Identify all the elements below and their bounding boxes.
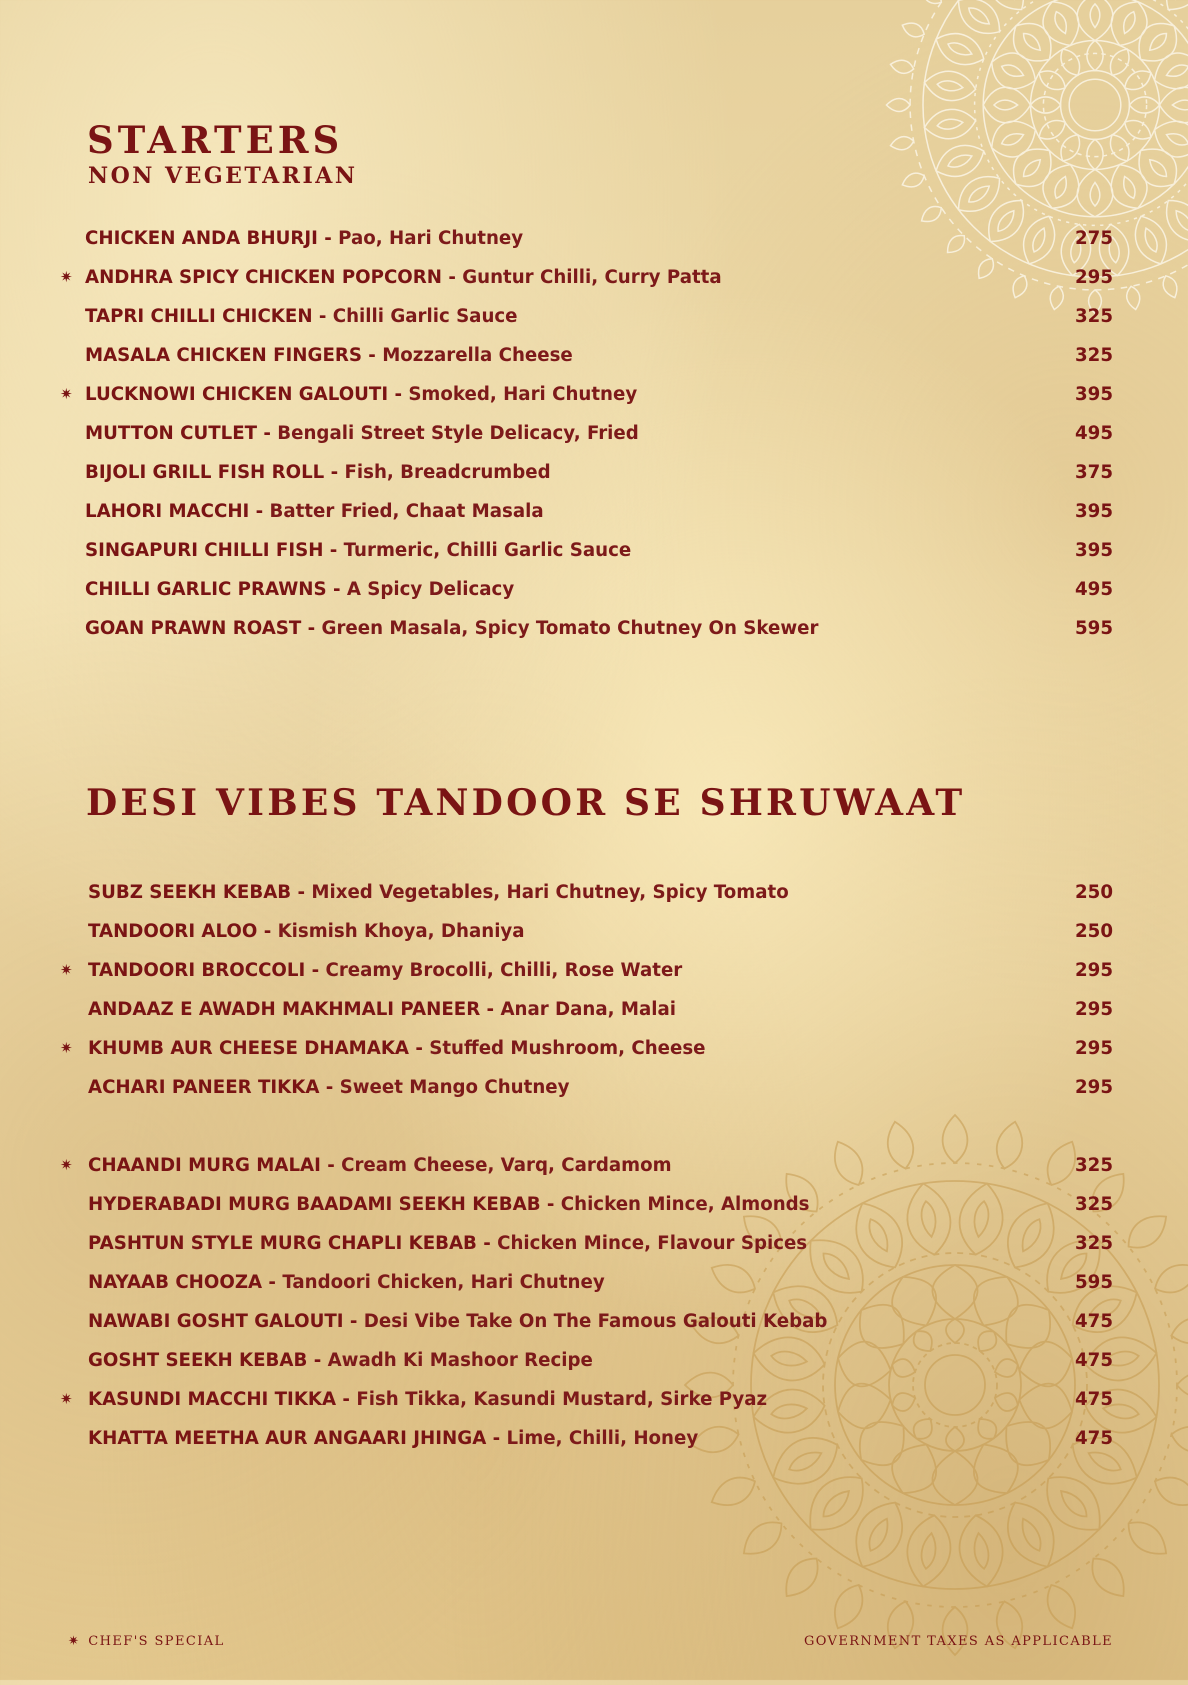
menu-item-price: 325 <box>1075 1185 1113 1224</box>
menu-item-description: Awadh Ki Mashoor Recipe <box>328 1350 593 1371</box>
mandala-petal <box>1056 45 1085 79</box>
menu-item-description: Tandoori Chicken, Hari Chutney <box>282 1272 604 1293</box>
menu-item <box>0 570 1188 609</box>
menu-item-price: 475 <box>1075 1419 1113 1458</box>
chef-special-star-icon: ✷ <box>60 1029 73 1068</box>
mandala-petal <box>1040 1580 1083 1634</box>
mandala-petal <box>1035 115 1069 144</box>
menu-item-text <box>88 1185 810 1224</box>
menu-item-text <box>85 570 514 609</box>
chef-special-star-icon: ✷ <box>60 258 73 297</box>
menu-item-separator: - <box>336 1389 356 1410</box>
menu-item-description: Stuffed Mushroom, Cheese <box>429 1038 705 1059</box>
menu-item-price: 325 <box>1075 1146 1113 1185</box>
menu-item-separator: - <box>249 501 269 522</box>
menu-item-text <box>85 414 639 453</box>
mandala-petal <box>1084 1551 1133 1604</box>
menu-item-separator: - <box>324 462 344 483</box>
menu-item-description: Fish Tikka, Kasundi Mustard, Sirke Pyaz <box>356 1389 767 1410</box>
mandala-petal <box>900 19 927 40</box>
menu-item <box>0 951 1188 990</box>
mandala-petal <box>1146 156 1170 180</box>
menu-item-text <box>88 990 676 1029</box>
menu-item <box>0 1263 1188 1302</box>
menu-item-price: 275 <box>1075 219 1113 258</box>
menu-item <box>0 1224 1188 1263</box>
mandala-petal <box>1056 131 1085 165</box>
menu-item <box>0 1302 1188 1341</box>
chef-special-star-icon: ✷ <box>60 375 73 414</box>
mandala-petal <box>1120 10 1138 36</box>
menu-item <box>0 531 1188 570</box>
menu-item-text <box>88 1224 807 1263</box>
menu-item <box>0 873 1188 912</box>
section-subtitle-non-vegetarian: NON VEGETARIAN <box>88 163 357 189</box>
menu-item-price: 595 <box>1075 609 1113 648</box>
mandala-petal <box>1077 0 1113 41</box>
mandala-petal <box>1036 158 1087 215</box>
menu-item-price: 475 <box>1075 1302 1113 1341</box>
menu-item-description: Mixed Vegetables, Hari Chutney, Spicy Tomato <box>311 882 788 903</box>
mandala-petal <box>985 46 1042 97</box>
menu-item-separator: - <box>307 1350 327 1371</box>
starters-menu-list <box>0 219 1188 648</box>
menu-item-text <box>88 1029 706 1068</box>
menu-item-description: Cream Cheese, Varq, Cardamom <box>341 1155 671 1176</box>
menu-item-price: 595 <box>1075 1263 1113 1302</box>
menu-item-price: 325 <box>1075 1224 1113 1263</box>
menu-item-text <box>88 1068 569 1107</box>
mandala-petal <box>1000 62 1026 80</box>
mandala-petal <box>923 106 978 142</box>
menu-item <box>0 1146 1188 1185</box>
menu-item-name: PASHTUN STYLE MURG CHAPLI KEBAB <box>88 1233 477 1254</box>
mandala-petal <box>950 0 1009 43</box>
menu-item-name: NAWABI GOSHT GALOUTI <box>88 1311 344 1332</box>
menu-item-description: Batter Fried, Chaat Masala <box>270 501 544 522</box>
menu-item-description: Lime, Chilli, Honey <box>507 1428 699 1449</box>
mandala-petal <box>937 79 964 92</box>
menu-item-description: Creamy Brocolli, Chilli, Rose Water <box>325 960 682 981</box>
menu-item-name: LUCKNOWI CHICKEN GALOUTI <box>85 384 388 405</box>
menu-item <box>0 1419 1188 1458</box>
menu-item-description: Chilli Garlic Sauce <box>333 306 518 327</box>
menu-item-price: 250 <box>1075 912 1113 951</box>
menu-item-text <box>88 873 789 912</box>
mandala-petal <box>966 182 992 205</box>
menu-item-price: 295 <box>1075 990 1113 1029</box>
mandala-petal <box>996 1493 1067 1577</box>
mandala-petal <box>1087 139 1103 169</box>
menu-item-name: SINGAPURI CHILLI FISH <box>85 540 323 561</box>
mandala-petal <box>1036 0 1087 52</box>
menu-item-separator: - <box>323 540 343 561</box>
menu-item-price: 395 <box>1075 492 1113 531</box>
menu-item-description: Fish, Breadcrumbed <box>344 462 550 483</box>
menu-item-name: TAPRI CHILLI CHICKEN <box>85 306 313 327</box>
mandala-petal <box>1052 175 1070 201</box>
menu-item-separator: - <box>318 228 338 249</box>
menu-item-description: Green Masala, Spicy Tomato Chutney On Skewer <box>322 618 819 639</box>
mandala-petal <box>1077 170 1113 217</box>
menu-item-text <box>88 1341 593 1380</box>
mandala-petal <box>983 87 1030 123</box>
menu-item-name: KHATTA MEETHA AUR ANGAARI JHINGA <box>88 1428 486 1449</box>
menu-item-name: GOSHT SEEKH KEBAB <box>88 1350 307 1371</box>
mandala-petal <box>1182 167 1188 222</box>
mandala-petal <box>1148 46 1188 97</box>
menu-item-name: ANDAAZ E AWADH MAKHMALI PANEER <box>88 999 480 1020</box>
menu-item-separator: - <box>541 1194 561 1215</box>
chef-special-star-icon: ✷ <box>60 1380 73 1419</box>
menu-item-text <box>85 453 551 492</box>
mandala-petal <box>923 68 978 104</box>
menu-item-separator: - <box>486 1428 506 1449</box>
menu-item-name: KHUMB AUR CHEESE DHAMAKA <box>88 1038 409 1059</box>
mandala-petal <box>932 1451 977 1505</box>
menu-item <box>0 258 1188 297</box>
taxes-note: GOVERNMENT TAXES AS APPLICABLE <box>804 1634 1113 1649</box>
mandala-petal <box>1003 13 1062 72</box>
chef-special-star-icon: ✷ <box>60 951 73 990</box>
menu-item-name: TANDOORI BROCCOLI <box>88 960 305 981</box>
mandala-petal <box>994 0 1017 2</box>
menu-item-name: SUBZ SEEKH KEBAB <box>88 882 291 903</box>
mandala-petal <box>1146 30 1170 54</box>
mandala-petal <box>706 1470 760 1513</box>
menu-item-text <box>85 492 544 531</box>
chef-special-star-icon: ✷ <box>60 1146 73 1185</box>
menu-item <box>0 336 1188 375</box>
menu-item <box>0 912 1188 951</box>
menu-item-price: 395 <box>1075 375 1113 414</box>
menu-item-text <box>88 1263 605 1302</box>
mandala-petal <box>985 113 1042 164</box>
mandala-petal <box>827 1580 870 1634</box>
menu-item-separator: - <box>257 921 277 942</box>
mandala-petal <box>902 1512 956 1590</box>
menu-item-price: 495 <box>1075 414 1113 453</box>
mandala-petal <box>886 99 910 112</box>
menu-item-text <box>85 609 818 648</box>
mandala-petal <box>865 1516 893 1554</box>
menu-item <box>0 297 1188 336</box>
mandala-petal <box>1087 41 1103 71</box>
menu-item-description: Guntur Chilli, Curry Patta <box>462 267 721 288</box>
menu-item-description: Sweet Mango Chutney <box>340 1077 570 1098</box>
menu-item-separator: - <box>480 999 500 1020</box>
menu-item-separator: - <box>262 1272 282 1293</box>
menu-item <box>0 414 1188 453</box>
menu-item-separator: - <box>409 1038 429 1059</box>
menu-item-separator: - <box>477 1233 497 1254</box>
menu-item-separator: - <box>442 267 462 288</box>
mandala-petal <box>1000 130 1026 148</box>
menu-item-description: Bengali Street Style Delicacy, Fried <box>277 423 638 444</box>
mandala-petal <box>972 1532 991 1570</box>
menu-item-price: 295 <box>1075 951 1113 990</box>
mandala-petal <box>937 118 964 131</box>
menu-item <box>0 453 1188 492</box>
menu-item <box>0 609 1188 648</box>
mandala-petal <box>889 135 915 152</box>
menu-item <box>0 492 1188 531</box>
menu-item-description: Kismish Khoya, Dhaniya <box>278 921 525 942</box>
mandala-petal <box>979 0 1034 18</box>
mandala-petal <box>955 1512 1009 1590</box>
menu-item-text <box>88 1419 698 1458</box>
menu-item-text <box>88 1380 767 1419</box>
mandala-petal <box>736 1514 789 1563</box>
mandala-petal <box>1031 97 1061 113</box>
menu-item-text <box>88 912 525 951</box>
mandala-petal <box>1035 66 1069 95</box>
menu-item-text <box>85 375 637 414</box>
menu-item-text <box>85 336 573 375</box>
menu-item-separator: - <box>291 882 311 903</box>
menu-item <box>0 1068 1188 1107</box>
mandala-petal <box>1120 175 1138 201</box>
mandala-petal <box>1090 182 1100 206</box>
mandala-petal <box>1090 4 1100 28</box>
mandala-petal <box>1052 10 1070 36</box>
menu-item-separator: - <box>301 618 321 639</box>
mandala-petal <box>994 100 1018 110</box>
mandala-petal <box>1017 1516 1045 1554</box>
menu-item-description: Turmeric, Chilli Garlic Sauce <box>344 540 632 561</box>
menu-item-price: 325 <box>1075 297 1113 336</box>
mandala-petal <box>1165 130 1188 148</box>
menu-item-description: Chicken Mince, Flavour Spices <box>497 1233 807 1254</box>
menu-item-separator: - <box>362 345 382 366</box>
mandala-petal <box>889 58 915 75</box>
menu-item-price: 295 <box>1075 1068 1113 1107</box>
menu-item-text <box>88 951 682 990</box>
menu-item-name: MUTTON CUTLET <box>85 423 257 444</box>
menu-item <box>0 1380 1188 1419</box>
menu-item-name: TANDOORI ALOO <box>88 921 257 942</box>
menu-item-name: CHAANDI MURG MALAI <box>88 1155 321 1176</box>
menu-item <box>0 1029 1188 1068</box>
menu-item-description: Anar Dana, Malai <box>500 999 676 1020</box>
menu-item-separator: - <box>321 1155 341 1176</box>
chef-special-label: CHEF'S SPECIAL <box>88 1634 224 1649</box>
menu-item-description: Desi Vibe Take On The Famous Galouti Kebab <box>364 1311 828 1332</box>
mandala-petal <box>796 1463 877 1544</box>
mandala-petal <box>1105 131 1134 165</box>
mandala-petal <box>1157 0 1188 18</box>
mandala-petal <box>1148 113 1188 164</box>
menu-item-name: ANDHRA SPICY CHICKEN POPCORN <box>85 267 442 288</box>
menu-item <box>0 1185 1188 1224</box>
mandala-petal <box>1182 0 1188 43</box>
menu-item-text <box>85 531 631 570</box>
mandala-petal <box>966 4 992 27</box>
tandoor-nonveg-menu-list <box>0 1146 1188 1458</box>
mandala-petal <box>777 1551 826 1604</box>
mandala-petal <box>946 40 974 59</box>
menu-item <box>0 219 1188 258</box>
menu-item-separator: - <box>319 1077 339 1098</box>
menu-item-separator: - <box>388 384 408 405</box>
menu-item-name: HYDERABADI MURG BAADAMI SEEKH KEBAB <box>88 1194 541 1215</box>
chef-special-star-icon: ✷ <box>68 1634 80 1649</box>
menu-item-text <box>85 258 722 297</box>
mandala-petal <box>950 167 1009 222</box>
mandala-petal <box>819 1486 854 1521</box>
menu-item-name: KASUNDI MACCHI TIKKA <box>88 1389 336 1410</box>
mandala-petal <box>1121 66 1155 95</box>
menu-item-description: A Spicy Delicacy <box>347 579 514 600</box>
menu-item-name: CHICKEN ANDA BHURJI <box>85 228 318 249</box>
mandala-petal <box>1020 30 1044 54</box>
menu-item-name: LAHORI MACCHI <box>85 501 249 522</box>
menu-item-name: ACHARI PANEER TIKKA <box>88 1077 319 1098</box>
mandala-petal <box>1160 87 1188 123</box>
menu-item-price: 295 <box>1075 1029 1113 1068</box>
menu-item-name: GOAN PRAWN ROAST <box>85 618 301 639</box>
mandala-petal <box>1056 1486 1091 1521</box>
menu-item-price: 395 <box>1075 531 1113 570</box>
menu-item-description: Chicken Mince, Almonds <box>561 1194 810 1215</box>
mandala-petal <box>931 138 990 185</box>
mandala-petal <box>1033 1463 1114 1544</box>
menu-item-text <box>88 1146 672 1185</box>
menu-item-price: 375 <box>1075 453 1113 492</box>
mandala-petal <box>843 1493 914 1577</box>
menu-item-name: MASALA CHICKEN FINGERS <box>85 345 362 366</box>
menu-item <box>0 375 1188 414</box>
chef-special-legend <box>68 1634 225 1649</box>
menu-item-name: BIJOLI GRILL FISH ROLL <box>85 462 324 483</box>
menu-item-description: Pao, Hari Chutney <box>338 228 523 249</box>
menu-item-price: 295 <box>1075 258 1113 297</box>
menu-item-separator: - <box>257 423 277 444</box>
mandala-petal <box>1172 100 1188 110</box>
mandala-petal <box>1165 62 1188 80</box>
menu-item-separator: - <box>344 1311 364 1332</box>
mandala-petal <box>931 26 990 73</box>
menu-item-name: NAYAAB CHOOZA <box>88 1272 262 1293</box>
menu-item-price: 325 <box>1075 336 1113 375</box>
menu-item-price: 495 <box>1075 570 1113 609</box>
menu-item-description: Smoked, Hari Chutney <box>408 384 637 405</box>
mandala-petal <box>1172 0 1188 2</box>
menu-item-text <box>88 1302 827 1341</box>
mandala-petal <box>1128 138 1187 197</box>
menu-item-separator: - <box>327 579 347 600</box>
mandala-petal <box>1003 138 1062 197</box>
mandala-petal <box>1128 13 1187 72</box>
section-title-tandoor: DESI VIBES TANDOOR SE SHRUWAAT <box>86 780 965 826</box>
mandala-petal <box>1129 97 1159 113</box>
mandala-petal <box>1020 156 1044 180</box>
menu-item-price: 475 <box>1075 1380 1113 1419</box>
menu-item <box>0 1341 1188 1380</box>
mandala-petal <box>1150 1470 1188 1513</box>
mandala-petal <box>919 1532 938 1570</box>
menu-item <box>0 990 1188 1029</box>
mandala-petal <box>946 152 974 171</box>
section-title-starters: STARTERS <box>87 120 343 160</box>
tandoor-veg-menu-list <box>0 873 1188 1107</box>
menu-item-description: Mozzarella Cheese <box>382 345 573 366</box>
menu-item-text <box>85 297 518 336</box>
menu-item-price: 475 <box>1075 1341 1113 1380</box>
menu-item-price: 250 <box>1075 873 1113 912</box>
menu-item-text <box>85 219 523 258</box>
menu-item-separator: - <box>313 306 333 327</box>
mandala-petal <box>1103 0 1154 52</box>
mandala-petal <box>918 0 945 8</box>
mandala-petal <box>900 170 927 191</box>
menu-item-separator: - <box>305 960 325 981</box>
mandala-petal <box>1121 115 1155 144</box>
mandala-petal <box>1103 158 1154 215</box>
menu-item-name: CHILLI GARLIC PRAWNS <box>85 579 327 600</box>
mandala-petal <box>1105 45 1134 79</box>
mandala-petal <box>1121 1514 1174 1563</box>
